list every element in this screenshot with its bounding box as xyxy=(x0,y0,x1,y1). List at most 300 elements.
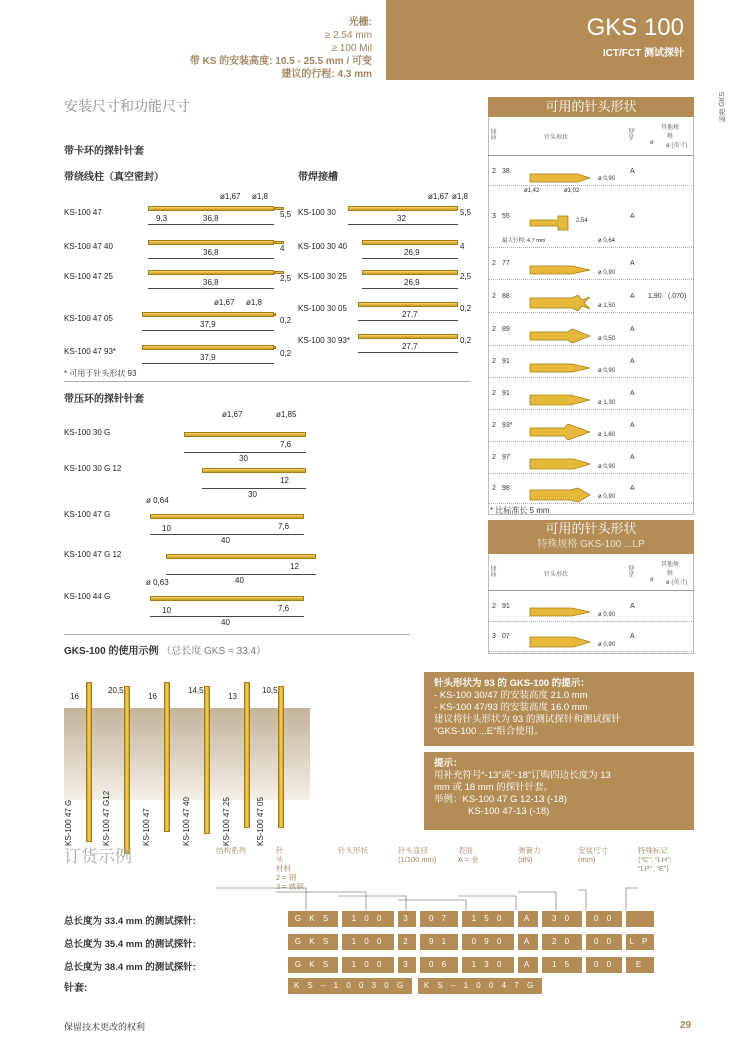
order-col-text: 针头直径 xyxy=(398,846,428,855)
tip-shape-drawing xyxy=(528,487,594,503)
dimension-line xyxy=(166,574,316,575)
tip-shape-number: 88 xyxy=(502,293,510,300)
side-tab xyxy=(718,92,728,123)
col-special: 其他规格 xyxy=(660,562,679,577)
tip-shape-number: 77 xyxy=(502,260,510,267)
order-col-text: 特殊标记 xyxy=(638,846,668,855)
diameter-value: ø 0,64 xyxy=(146,496,169,505)
usage-pin xyxy=(164,682,170,832)
order-code-cell: G K S xyxy=(288,957,338,973)
socket-pin xyxy=(150,514,304,519)
dimension-line xyxy=(150,616,304,617)
diameter-value: ø1,67 xyxy=(220,192,241,201)
diameter-value: ø 0,63 xyxy=(146,578,169,587)
order-code-cell: 0 7 xyxy=(420,911,458,927)
usage-height: 20,5 xyxy=(108,686,124,695)
dimension-value: 9,3 xyxy=(156,214,168,223)
tip-surface: A xyxy=(630,358,635,365)
usage-title xyxy=(64,642,266,657)
tip-surface: A xyxy=(630,168,635,175)
order-code-cell: 2 0 xyxy=(542,934,582,950)
usage-title-text: GKS-100 的使用示例 xyxy=(64,646,159,657)
header-specs xyxy=(190,16,372,81)
socket-name: KS-100 30 05 xyxy=(298,304,347,313)
order-code-cell: E xyxy=(626,957,654,973)
page-title: GKS 100 xyxy=(586,14,684,41)
header-title-box xyxy=(386,0,694,80)
tip-material: 2 xyxy=(492,485,496,492)
order-code-cell xyxy=(626,911,654,927)
order-col-surface xyxy=(458,846,479,864)
dimension-value: 0,2 xyxy=(280,349,292,358)
tip-surface: A xyxy=(630,603,635,610)
tips-title: 可用的针头形状 xyxy=(488,97,694,117)
order-col-text: 表面 xyxy=(458,846,473,855)
order-col-text: 材料 xyxy=(276,864,291,873)
order-code-cell: 1 3 0 xyxy=(462,957,514,973)
order-code-cell: A xyxy=(518,911,538,927)
press-ring-title: 带压环的探针针套 xyxy=(64,394,144,405)
tip-shape-drawing xyxy=(528,328,594,344)
socket-name: KS-100 44 G xyxy=(64,592,111,601)
usage-subtitle: （总长度 GKS = 33.4） xyxy=(161,646,267,657)
socket-pin xyxy=(358,334,458,339)
dimension-value: 37,9 xyxy=(200,320,216,329)
dimension-value: 5,5 xyxy=(460,208,472,217)
diameter-value: ø1,85 xyxy=(276,410,297,419)
tip-diameter: ø 0,50 xyxy=(598,336,616,342)
page-subtitle: ICT/FCT 测试探针 xyxy=(602,48,684,59)
order-col-diameter xyxy=(398,846,436,864)
tip-shape-drawing xyxy=(528,170,594,186)
usage-pin-label: KS-100 47 25 xyxy=(222,797,231,846)
note-line: 用补充符号“-13”或“-18”订购四边长度为 13 xyxy=(434,770,611,781)
dimension-line xyxy=(362,288,458,289)
socket-name: KS-100 47 G xyxy=(64,510,111,519)
socket-pin xyxy=(348,206,458,211)
socket-name: KS-100 47 40 xyxy=(64,242,113,251)
order-col-special xyxy=(638,846,672,873)
solder-title: 带焊接槽 xyxy=(298,172,338,183)
tip-shape-drawing xyxy=(528,424,594,440)
tip-special-dia-inch: (.070) xyxy=(668,293,687,300)
tips-title-2 xyxy=(488,520,694,554)
order-code-cell: 0 6 xyxy=(420,957,458,973)
dimension-value: 12 xyxy=(290,562,299,571)
tip-shape-drawing xyxy=(528,215,594,231)
usage-height: 16 xyxy=(70,692,79,701)
order-col-text: 头 xyxy=(276,855,284,864)
tip-material: 2 xyxy=(492,358,496,365)
note-line: “GKS-100 ...E”组合使用。 xyxy=(434,726,544,737)
tips-header xyxy=(488,118,694,156)
dimension-line xyxy=(142,363,274,364)
col-material: 材料 xyxy=(492,128,498,140)
usage-pin xyxy=(278,686,284,828)
dimension-value: 26,9 xyxy=(404,278,420,287)
usage-pin xyxy=(86,682,92,842)
tip-row xyxy=(488,622,694,652)
socket-name: KS-100 47 93* xyxy=(64,347,117,356)
usage-pin-label: KS-100 47 xyxy=(142,808,151,846)
tips-footnote: * 比标准长 5 mm xyxy=(490,506,550,515)
tip-surface: A xyxy=(630,485,635,492)
dimension-line xyxy=(148,258,274,259)
note-title: 提示： xyxy=(434,758,463,769)
tip-row xyxy=(488,592,694,622)
note-line: 建议将针头形状为 93 的测试探针和测试探针 xyxy=(434,714,621,725)
order-code-cell: 1 5 0 xyxy=(462,911,514,927)
tip-detail: ø1,02 xyxy=(564,188,580,194)
dimension-value: 40 xyxy=(221,536,230,545)
note-line: mm 或 18 mm 的探针针套。 xyxy=(434,782,554,793)
dimension-value: 10 xyxy=(162,606,171,615)
usage-height: 16 xyxy=(148,692,157,701)
socket-code: K S – 1 0 0 4 7 G xyxy=(418,978,542,994)
dimension-value: 12 xyxy=(280,476,289,485)
tip-shape-drawing xyxy=(528,634,594,650)
dimension-value: 27,7 xyxy=(402,342,418,351)
order-code-cell: 0 0 xyxy=(586,934,622,950)
socket-pin xyxy=(358,302,458,307)
usage-pin xyxy=(124,686,130,854)
order-code-cell: A xyxy=(518,957,538,973)
tip-material: 2 xyxy=(492,260,496,267)
tip-diameter: ø 0,64 xyxy=(598,238,616,244)
dimension-value: 36,8 xyxy=(203,278,219,287)
order-col-text: 针 xyxy=(276,846,284,855)
usage-height: 14,5 xyxy=(188,686,204,695)
side-tab-label: GKS xyxy=(719,92,726,107)
tip-row xyxy=(488,474,694,504)
order-code-cell: G K S xyxy=(288,911,338,927)
socket-name: KS-100 30 G xyxy=(64,428,111,437)
socket-pin xyxy=(362,270,458,275)
dimension-value: 30 xyxy=(239,454,248,463)
tip-shape-number: 91 xyxy=(502,358,510,365)
diameter-value: ø1,8 xyxy=(452,192,469,201)
dimension-line xyxy=(362,258,458,259)
order-code-cell: 3 xyxy=(398,911,416,927)
order-col-shape: 针头形状 xyxy=(338,846,368,855)
dimension-line xyxy=(184,452,306,453)
tip-row xyxy=(488,186,694,248)
socket-name: KS-100 30 93* xyxy=(298,336,351,345)
tip-surface: A xyxy=(630,213,635,220)
tip-shape-drawing xyxy=(528,262,594,278)
dimension-line xyxy=(148,288,274,289)
tip-diameter: ø 0,90 xyxy=(598,270,616,276)
usage-pin-label: KS-100 47 G12 xyxy=(102,790,111,846)
note-line: 举例：KS-100 47 G 12-13 (-18) xyxy=(434,794,568,805)
usage-pin-label: KS-100 47 05 xyxy=(256,797,265,846)
socket-pin xyxy=(362,240,458,245)
usage-pin-label: KS-100 47 G xyxy=(64,799,73,846)
order-col-text: “LP”; “E”) xyxy=(638,864,669,873)
tip-material: 2 xyxy=(492,390,496,397)
col-surface: 表面 xyxy=(630,128,636,140)
tip-row xyxy=(488,346,694,378)
tip-diameter: ø 1,60 xyxy=(598,432,616,438)
tip-shape-number: 89 xyxy=(502,326,510,333)
tips-subtitle-2: 特殊规格 GKS-100 ...LP xyxy=(537,539,645,550)
socket-pin xyxy=(150,596,304,601)
col-dia-inch: ø (英寸) xyxy=(666,143,688,149)
col-special: 其他规格 xyxy=(660,125,679,140)
tip-surface: A xyxy=(630,390,635,397)
order-code-cell: 1 0 0 xyxy=(342,934,394,950)
usage-pin-label: KS-100 47 40 xyxy=(182,797,191,846)
order-code-cell: 0 9 0 xyxy=(462,934,514,950)
tip-material: 3 xyxy=(492,213,496,220)
dimension-value: 2,5 xyxy=(280,274,292,283)
tip-shape-number: 07 xyxy=(502,633,510,640)
tip-row xyxy=(488,157,694,186)
spec-line: ≥ 2.54 mm xyxy=(324,30,372,41)
tip-row xyxy=(488,442,694,474)
usage-height: 10,5 xyxy=(262,686,278,695)
socket-pin xyxy=(202,468,306,473)
tip-diameter: ø 1,50 xyxy=(598,303,616,309)
dimension-value: 2,5 xyxy=(460,272,472,281)
tip-special-dia: 1,90 xyxy=(648,293,662,300)
tip-diameter: ø 0,90 xyxy=(598,464,616,470)
socket-name: KS-100 47 G 12 xyxy=(64,550,122,559)
board xyxy=(64,708,310,800)
tip-surface: A xyxy=(630,454,635,461)
order-code-cell: G K S xyxy=(288,934,338,950)
tip-surface: A xyxy=(630,633,635,640)
socket-name: KS-100 30 xyxy=(298,208,336,217)
order-col-install xyxy=(578,846,608,864)
note-box-93 xyxy=(424,672,694,746)
dimension-value: 7,6 xyxy=(278,522,290,531)
dimension-line xyxy=(202,488,306,489)
socket-name: KS-100 30 G 12 xyxy=(64,464,122,473)
wire-post-title: 带绕线柱（真空密封） xyxy=(64,172,164,183)
col-surface: 表面 xyxy=(630,565,636,577)
footnote: * 可用于针头形状 93 xyxy=(64,369,137,378)
order-col-text: A = 金 xyxy=(458,855,479,864)
tip-shape-number: 93* xyxy=(502,422,513,429)
tip-material: 2 xyxy=(492,603,496,610)
tip-diameter: ø 0,90 xyxy=(598,612,616,618)
socket-name: KS-100 47 25 xyxy=(64,272,113,281)
order-row-label: 总长度为 33.4 mm 的测试探针: xyxy=(64,916,196,927)
tip-surface: A xyxy=(630,422,635,429)
order-code-cell: 1 5 xyxy=(542,957,582,973)
col-dia-inch: ø (英寸) xyxy=(666,580,688,586)
order-col-series: 结构系列 xyxy=(216,846,246,855)
order-col-text: 2 = 钢 xyxy=(276,873,297,882)
order-code-cell: L P xyxy=(626,934,654,950)
sockets-label: 针套: xyxy=(64,983,88,994)
order-row-label: 总长度为 35.4 mm 的测试探针: xyxy=(64,939,196,950)
order-col-text: (mm) xyxy=(578,855,596,864)
tip-detail: 最大行程: 4.7 mm xyxy=(502,238,546,244)
dimension-value: 36,8 xyxy=(203,248,219,257)
tip-shape-number: 98 xyxy=(502,485,510,492)
clip-ring-title: 带卡环的探针针套 xyxy=(64,146,144,157)
tip-surface: A xyxy=(630,260,635,267)
col-dia: ø xyxy=(650,140,654,146)
order-code-cell: 0 0 xyxy=(586,957,622,973)
order-code-cell: 1 0 0 xyxy=(342,911,394,927)
dimension-line xyxy=(358,320,458,321)
dimension-value: 30 xyxy=(248,490,257,499)
tip-material: 2 xyxy=(492,326,496,333)
tip-surface: A xyxy=(630,326,635,333)
order-code-cell: 9 1 xyxy=(420,934,458,950)
dimension-line xyxy=(142,330,274,331)
order-code-cell: 3 xyxy=(398,957,416,973)
socket-pin-tip xyxy=(274,346,276,349)
dimension-value: 36,8 xyxy=(203,214,219,223)
tip-row xyxy=(488,410,694,442)
tip-material: 3 xyxy=(492,633,496,640)
divider xyxy=(64,634,410,635)
section-title: 安装尺寸和功能尺寸 xyxy=(64,98,190,114)
dimension-value: 37,9 xyxy=(200,353,216,362)
dimension-line xyxy=(150,534,304,535)
socket-pin xyxy=(148,270,274,275)
col-material: 材料 xyxy=(492,565,498,577)
tip-material: 2 xyxy=(492,168,496,175)
tip-diameter: ø 0,90 xyxy=(598,368,616,374)
order-col-text: (dN) xyxy=(518,855,533,864)
dimension-value: 7,6 xyxy=(278,604,290,613)
order-code-cell: 3 0 xyxy=(542,911,582,927)
tip-row xyxy=(488,248,694,280)
tip-diameter: ø 0,90 xyxy=(598,642,616,648)
tip-row xyxy=(488,280,694,313)
socket-name: KS-100 47 xyxy=(64,208,102,217)
socket-pin xyxy=(184,432,306,437)
spec-line: ≥ 100 Mil xyxy=(331,43,372,54)
note-box-hint xyxy=(424,752,694,830)
order-col-text: 弹簧力 xyxy=(518,846,541,855)
dimension-value: 7,6 xyxy=(280,440,292,449)
order-col-text: 3 = 铍铜 xyxy=(276,882,304,891)
dimension-value: 26,9 xyxy=(404,248,420,257)
dimension-value: 0,2 xyxy=(460,304,472,313)
spec-line: 光栅: xyxy=(348,17,372,28)
col-dia: ø xyxy=(650,577,654,583)
tip-shape-drawing xyxy=(528,392,594,408)
tip-shape-number: 91 xyxy=(502,603,510,610)
usage-illustration xyxy=(64,662,310,852)
tip-diameter: ø 1,30 xyxy=(598,400,616,406)
socket-name: KS-100 47 05 xyxy=(64,314,113,323)
footer-note: 保留技术更改的权利 xyxy=(64,1022,146,1032)
note-line: - KS-100 47/93 的安装高度 16.0 mm xyxy=(434,702,588,713)
dimension-value: 5,5 xyxy=(280,210,292,219)
socket-pin xyxy=(148,206,274,211)
note-title: 针头形状为 93 的 GKS-100 的提示： xyxy=(434,678,590,689)
tip-material: 2 xyxy=(492,422,496,429)
order-col-text: (1/100 mm) xyxy=(398,855,437,864)
socket-name: KS-100 30 25 xyxy=(298,272,347,281)
tips-header-2 xyxy=(488,555,694,591)
usage-pin xyxy=(244,682,250,828)
side-tab-label: 标准 xyxy=(719,108,726,123)
usage-height: 13 xyxy=(228,692,237,701)
note-line: - KS-100 30/47 的安装高度 21.0 mm xyxy=(434,690,588,701)
tip-surface: A xyxy=(630,293,635,300)
tip-shape-drawing xyxy=(528,360,594,376)
dimension-value: 4 xyxy=(280,244,285,253)
divider xyxy=(64,381,470,382)
dimension-value: 40 xyxy=(221,618,230,627)
dimension-value: 10 xyxy=(162,524,171,533)
tip-shape-number: 91 xyxy=(502,390,510,397)
dimension-value: 32 xyxy=(397,214,406,223)
dimension-value: 0,2 xyxy=(460,336,472,345)
socket-name: KS-100 30 40 xyxy=(298,242,347,251)
socket-code: K S – 1 0 0 3 0 G xyxy=(288,978,412,994)
order-row-label: 总长度为 38.4 mm 的测试探针: xyxy=(64,962,196,973)
order-title: 订货示例 xyxy=(64,847,132,866)
order-connector-lines xyxy=(216,870,686,912)
dimension-line xyxy=(348,224,458,225)
dimension-value: 0,2 xyxy=(280,316,292,325)
diameter-value: ø1,67 xyxy=(214,298,235,307)
socket-pin xyxy=(166,554,316,559)
order-code-cell: 1 0 0 xyxy=(342,957,394,973)
socket-pin xyxy=(142,312,274,317)
tip-shape-drawing xyxy=(528,604,594,620)
dimension-value: 4 xyxy=(460,242,465,251)
dimension-value: 27,7 xyxy=(402,310,418,319)
diameter-value: ø1,67 xyxy=(222,410,243,419)
tip-detail: 2,54 xyxy=(576,218,588,224)
diameter-value: ø1,8 xyxy=(246,298,263,307)
tip-shape-drawing xyxy=(528,295,594,311)
tip-diameter: ø 0,90 xyxy=(598,176,616,182)
tip-shape-number: 55 xyxy=(502,213,510,220)
order-col-text: 安装尺寸 xyxy=(578,846,608,855)
page-number: 29 xyxy=(680,1020,692,1031)
order-code-cell: 2 xyxy=(398,934,416,950)
tip-shape-number: 38 xyxy=(502,168,510,175)
tip-shape-number: 97 xyxy=(502,454,510,461)
socket-pin xyxy=(142,345,274,350)
tip-diameter: ø 0,90 xyxy=(598,494,616,500)
tip-detail: ø1,42 xyxy=(524,188,540,194)
socket-pin xyxy=(148,240,274,245)
dimension-line xyxy=(148,224,274,225)
col-shape: 针头形状 xyxy=(544,572,569,578)
tips-title-2-text: 可用的针头形状 xyxy=(545,521,637,536)
tip-shape-drawing xyxy=(528,456,594,472)
dimension-line xyxy=(358,352,458,353)
tip-material: 2 xyxy=(492,454,496,461)
diameter-value: ø1,8 xyxy=(252,192,269,201)
tip-row xyxy=(488,313,694,346)
tip-material: 2 xyxy=(492,293,496,300)
tip-row xyxy=(488,378,694,410)
col-shape: 针头形状 xyxy=(544,135,569,141)
note-line: KS-100 47-13 (-18) xyxy=(468,806,550,817)
order-code-cell: A xyxy=(518,934,538,950)
spec-line: 带 KS 的安装高度: 10.5 - 25.5 mm / 可变 xyxy=(189,56,372,67)
socket-pin-tip xyxy=(274,313,276,316)
diameter-value: ø1,67 xyxy=(428,192,449,201)
usage-pin xyxy=(204,686,210,834)
order-code-cell: 0 0 xyxy=(586,911,622,927)
order-col-text: (“C”; “LH”; xyxy=(638,855,672,864)
dimension-value: 40 xyxy=(235,576,244,585)
